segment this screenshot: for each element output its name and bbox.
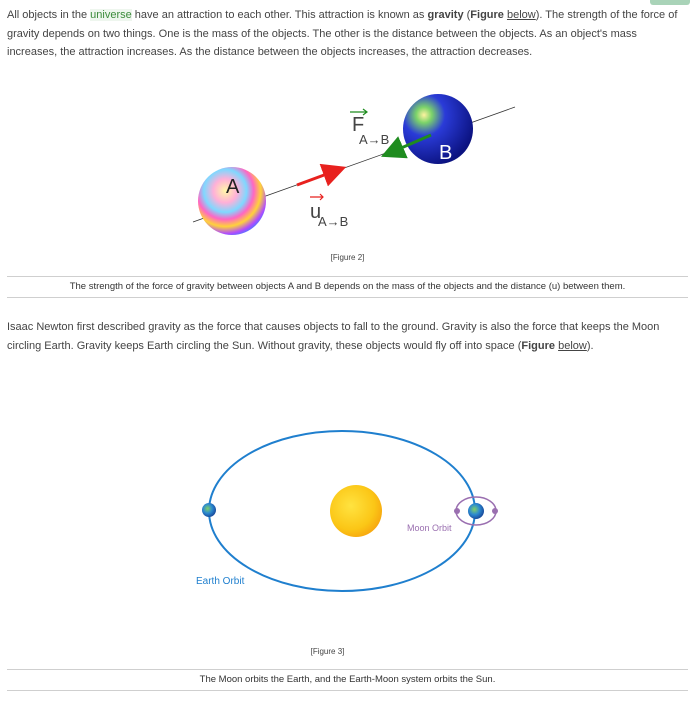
text-span: ( xyxy=(463,9,471,21)
figure-reference: Figure xyxy=(470,9,504,21)
unit-label-sub: A→B xyxy=(318,214,349,229)
earth-left xyxy=(202,503,216,517)
figure-2 xyxy=(7,80,688,300)
unit-label-main: u xyxy=(310,201,322,223)
figure-3 xyxy=(7,418,688,698)
text-span: have an attraction to each other. This attraction is known as xyxy=(131,9,428,21)
sun xyxy=(330,485,382,537)
corner-tab xyxy=(650,0,690,5)
text-span: Isaac Newton first described gravity as the force that causes objects to fall to the ground. Gravity is also the force that keeps the Moon circling Earth. Gravity keeps Earth circling the Sun. Without gravity, these objects would fly off into space ( xyxy=(7,321,660,352)
earth-right xyxy=(468,503,484,519)
object-a-label: A xyxy=(226,176,240,198)
moon-right xyxy=(492,508,498,514)
paragraph-newton xyxy=(7,318,687,355)
force-label-main: F xyxy=(352,114,365,136)
object-b-label: B xyxy=(439,142,453,164)
glossary-term-universe[interactable]: universe xyxy=(90,9,132,21)
bold-term-gravity: gravity xyxy=(427,9,464,21)
moon-left xyxy=(454,508,460,514)
force-label-sub: A→B xyxy=(359,132,390,147)
figure-link-below[interactable]: below xyxy=(558,339,587,352)
figure-link-below[interactable]: below xyxy=(506,9,536,21)
figure-3-label: [Figure 3] xyxy=(310,647,345,656)
moon-orbit-label: Moon Orbit xyxy=(407,523,452,533)
text-span: ). The strength of the force of gravity depends on two things. One is the mass of the objects. The other is the distance between the objects. As an object's mass increases, the attraction increases. As the distance between the objects increases, the attraction decreases. xyxy=(7,9,678,58)
text-span: ). xyxy=(586,339,594,352)
figure-2-caption: The strength of the force of gravity between objects A and B depends on the mass of the objects and the distance (u) between them. xyxy=(7,276,688,298)
figure-3-caption: The Moon orbits the Earth, and the Earth-Moon system orbits the Sun. xyxy=(7,669,688,691)
orbit-diagram xyxy=(7,418,688,698)
paragraph-gravity-intro xyxy=(7,6,687,62)
earth-orbit-label: Earth Orbit xyxy=(196,576,245,587)
figure-reference: Figure xyxy=(521,339,556,352)
object-b-sphere xyxy=(403,94,473,164)
figure-2-label: [Figure 2] xyxy=(330,253,365,262)
gravity-diagram xyxy=(7,80,688,300)
unit-vector-symbol xyxy=(310,194,323,200)
unit-vector-arrow xyxy=(297,171,335,185)
text-span: All objects in the xyxy=(7,9,91,21)
